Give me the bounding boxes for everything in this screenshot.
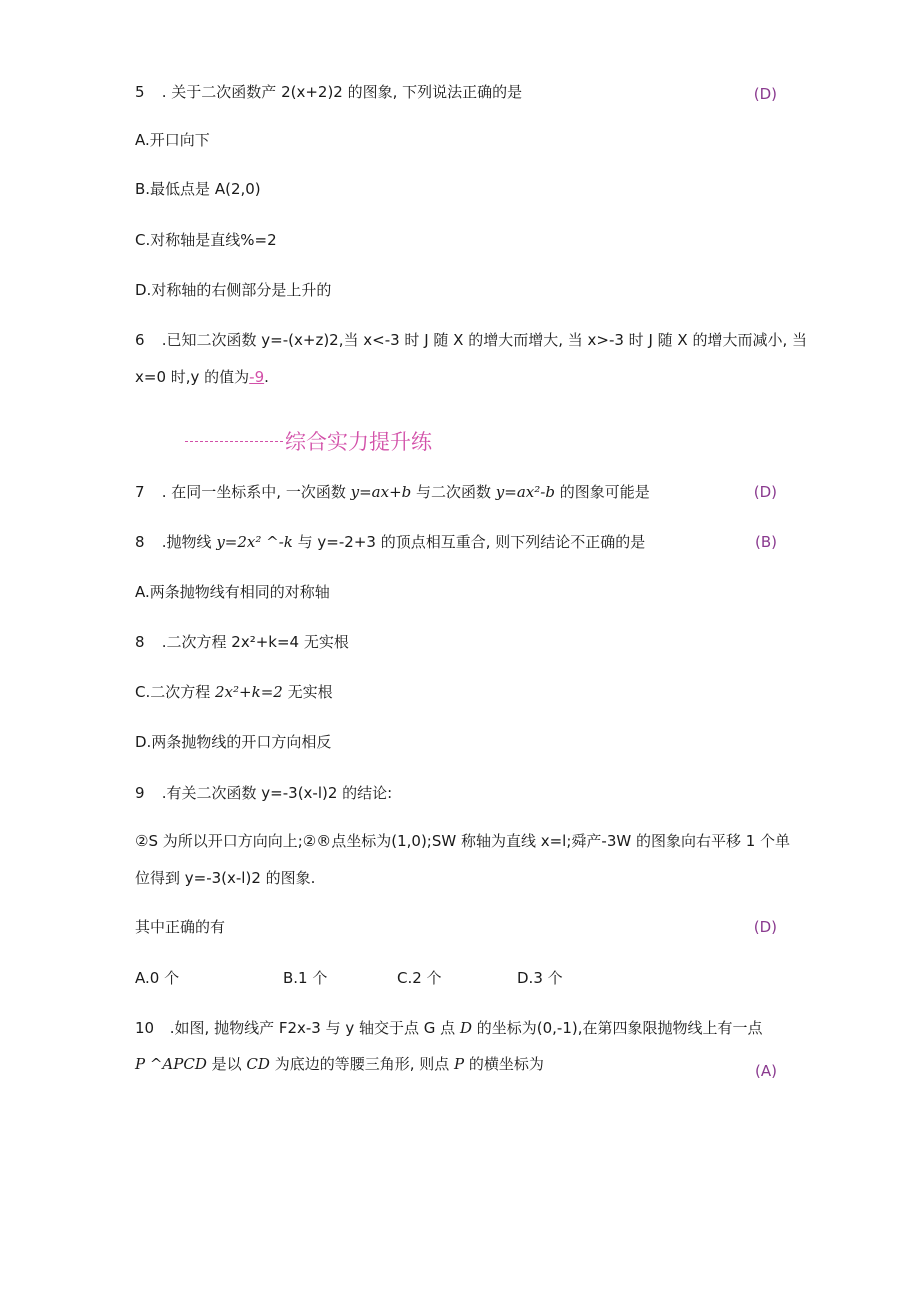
q8-stem	[135, 532, 645, 552]
q8-option-b-number: 8	[135, 633, 145, 651]
q9-answer: (D)	[753, 918, 777, 936]
q10-line2-a: 是以	[206, 1055, 247, 1073]
q9-statements-line1: ②S 为所以开口方向向上;②®点坐标为(1,0);SW 称轴为直线 x=l;舜产-3W 的图象向右平移 1 个单	[135, 832, 791, 850]
q8-option-d: D.两条抛物线的开口方向相反	[135, 733, 332, 751]
q8-option-b	[135, 632, 349, 652]
q5-answer: (D)	[753, 85, 777, 103]
section-dashed-rule	[185, 441, 283, 442]
q8-expr: y=2x² ^-k	[216, 533, 293, 551]
q7-text-b: 与二次函数	[411, 483, 496, 501]
q9-option-c: C.2 个	[397, 969, 442, 987]
q5-number: 5	[135, 83, 145, 101]
q7-expr-linear: y=ax+b	[350, 483, 412, 501]
q8-number: 8	[135, 533, 145, 551]
q9-option-a: A.0 个	[135, 969, 180, 987]
q5-stem	[135, 82, 522, 102]
q10-stem-line2	[135, 1054, 544, 1074]
section-heading	[185, 428, 432, 454]
q7-number: 7	[135, 483, 145, 501]
q6-stem-line2	[135, 367, 269, 387]
q10-segment-cd: CD	[246, 1055, 270, 1073]
q9-prompt: 其中正确的有	[135, 918, 226, 936]
q9-option-d: D.3 个	[517, 969, 563, 987]
q10-point-d: D	[459, 1019, 472, 1037]
q9-statements-line2: 位得到 y=-3(x-l)2 的图象.	[135, 869, 316, 887]
q6-line2-prefix: x=0 时,y 的值为	[135, 368, 250, 386]
q7-text-c: 的图象可能是	[554, 483, 650, 501]
q10-line2-b: 为底边的等腰三角形, 则点	[269, 1055, 454, 1073]
q9-number: 9	[135, 784, 145, 802]
q10-line1-b: 的坐标为(0,-1),在第四象限抛物线上有一点	[472, 1019, 763, 1037]
q5-option-c: C.对称轴是直线%=2	[135, 231, 277, 249]
section-title: 综合实力提升练	[285, 430, 432, 454]
q8-option-c	[135, 682, 333, 702]
q8-option-c-expr: 2x²+k=2	[215, 683, 283, 701]
q6-number: 6	[135, 331, 145, 349]
q6-blank-answer: -9	[249, 368, 265, 386]
q7-text-a: . 在同一坐标系中, 一次函数	[157, 483, 351, 501]
q10-number: 10	[135, 1019, 155, 1037]
q10-line2-c: 的横坐标为	[464, 1055, 544, 1073]
q5-text: . 关于二次函数产 2(x+2)2 的图象, 下列说法正确的是	[157, 83, 523, 101]
q10-triangle: ^APCD	[145, 1055, 207, 1073]
q8-text-b: 与 y=-2+3 的顶点相互重合, 则下列结论不正确的是	[292, 533, 646, 551]
q8-option-a: A.两条抛物线有相同的对称轴	[135, 583, 330, 601]
q7-stem	[135, 482, 650, 502]
q7-expr-quadratic: y=ax²-b	[495, 483, 555, 501]
q7-answer: (D)	[753, 483, 777, 501]
q6-stem-line1	[135, 330, 807, 350]
q8-answer: (B)	[755, 533, 777, 551]
q9-option-b: B.1 个	[283, 969, 328, 987]
q10-line1-a: .如图, 抛物线产 F2x-3 与 y 轴交于点 G 点	[165, 1019, 460, 1037]
q9-text: .有关二次函数 y=-3(x-l)2 的结论:	[157, 784, 393, 802]
q10-point-p: P	[135, 1055, 146, 1073]
q5-option-a: A.开口向下	[135, 131, 210, 149]
q5-option-b: B.最低点是 A(2,0)	[135, 180, 261, 198]
q9-stem	[135, 783, 392, 803]
q6-line1: .已知二次函数 y=-(x+z)2,当 x<-3 时 J 随 X 的增大而增大, 当 x>-3 时 J 随 X 的增大而减小, 当	[157, 331, 807, 349]
q8-option-b-text: .二次方程 2x²+k=4 无实根	[157, 633, 349, 651]
q6-line2-suffix: .	[264, 368, 269, 386]
q10-answer: (A)	[755, 1062, 777, 1080]
q8-option-c-prefix: C.二次方程	[135, 683, 216, 701]
q10-stem-line1	[135, 1018, 763, 1038]
q10-point-p2: P	[454, 1055, 465, 1073]
q8-text-a: .抛物线	[157, 533, 217, 551]
q8-option-c-suffix: 无实根	[282, 683, 333, 701]
q5-option-d: D.对称轴的右侧部分是上升的	[135, 281, 332, 299]
